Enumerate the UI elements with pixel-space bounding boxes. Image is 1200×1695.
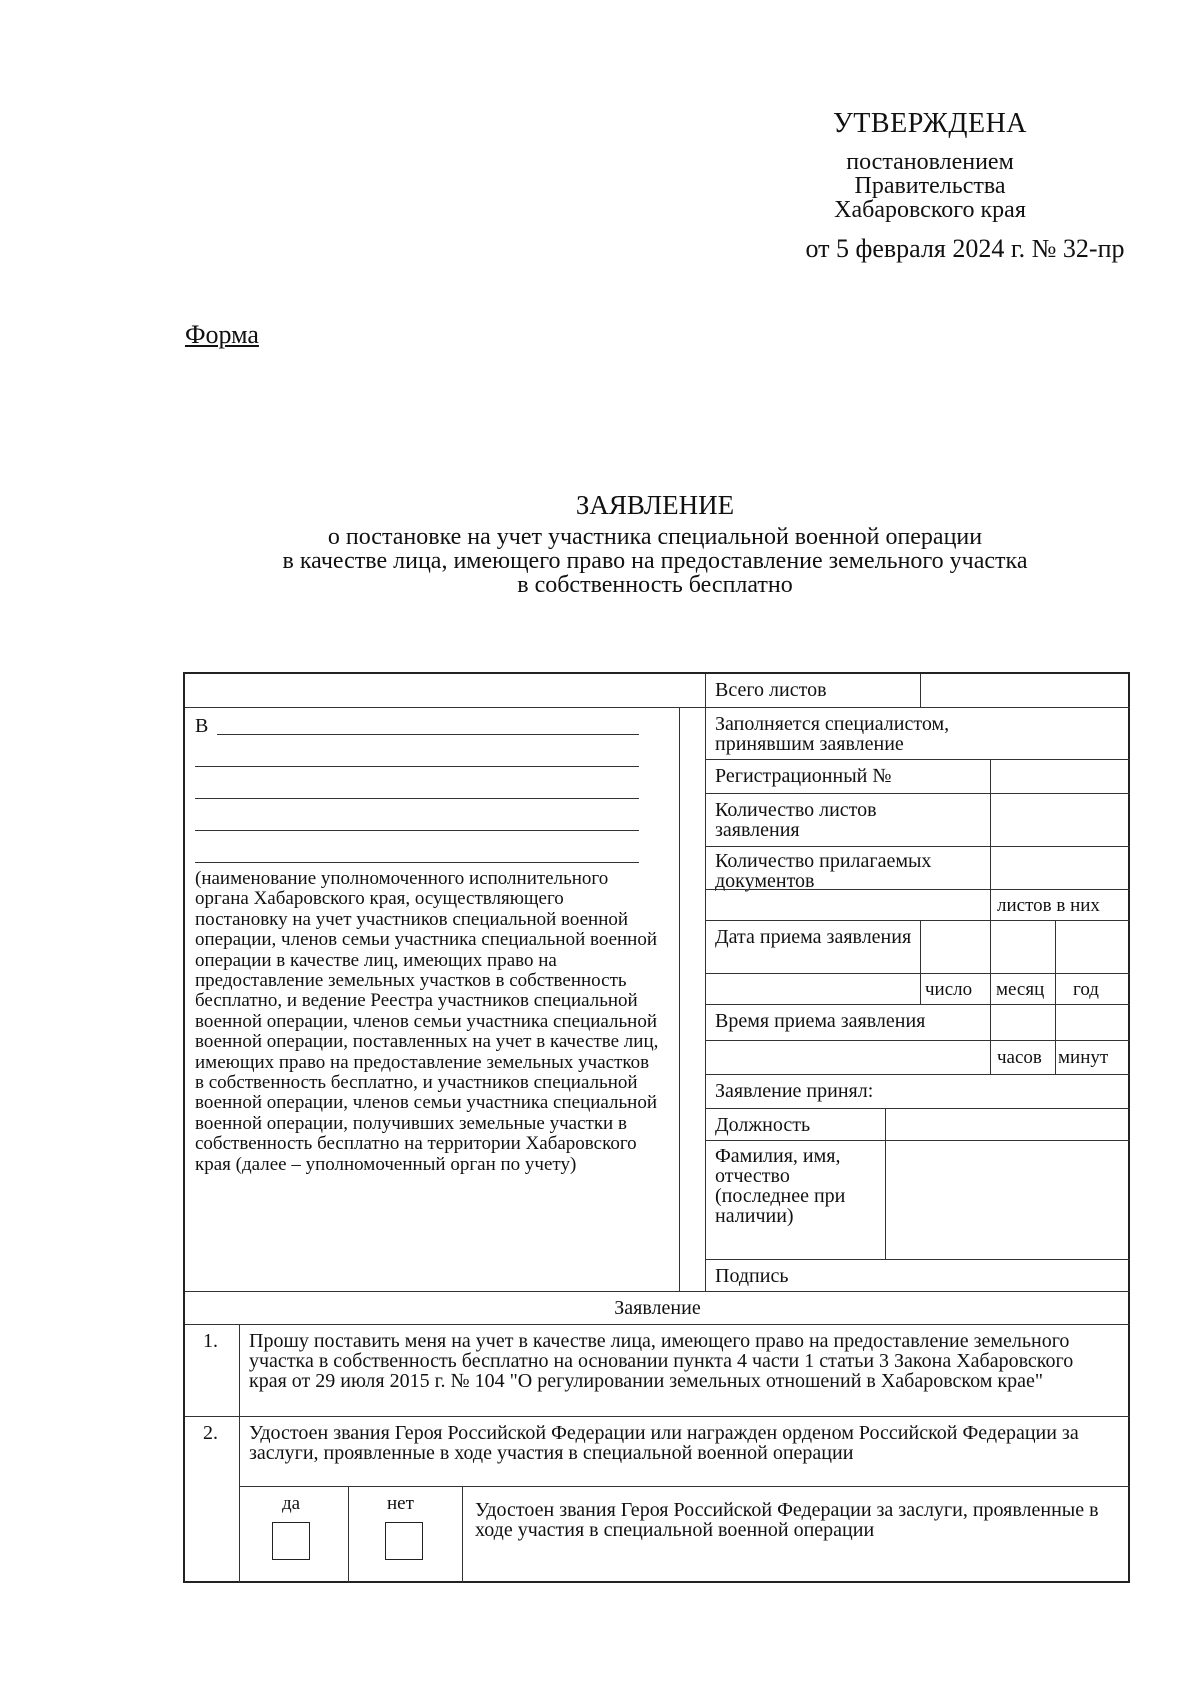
approval-block [650, 108, 1200, 264]
title-line-3: в собственность бесплатно [517, 572, 793, 598]
option-yes-label: да [282, 1493, 301, 1514]
option-no-label: нет [387, 1493, 414, 1514]
statement-heading: Заявление [614, 1297, 701, 1319]
item-1-text: Прошу поставить меня на учет в качестве лица, имеющего право на предоставление земельного участка в собственность бесплатно на основании пункта 4 части 1 статьи 3 Закона Хабаровского края от 29 июля 2015 г. № 104 "О регулировании земельных отношений в Хабаровском крае" [249, 1330, 1074, 1392]
option-no-checkbox[interactable] [385, 1522, 423, 1560]
title-line-2: в качестве лица, имеющего право на предоставление земельного участка [282, 548, 1028, 574]
minutes-label: минут [1058, 1047, 1109, 1068]
month-label: месяц [996, 979, 1045, 1000]
title-line-1: о постановке на учет участника специальной военной операции [327, 524, 983, 550]
addressee-line-2[interactable] [195, 766, 639, 767]
filled-by-label: Заполняется специалистом, принявшим заявление [715, 713, 950, 755]
option-yes-checkbox[interactable] [272, 1522, 310, 1560]
sub-option-text: Удостоен звания Героя Российской Федерации за заслуги, проявленные в ходе участия в специальной военной операции [475, 1499, 1099, 1541]
hours-label: часов [997, 1047, 1042, 1068]
addressee-line-4[interactable] [195, 830, 639, 831]
application-form [183, 672, 1130, 1583]
addressee-note: (наименование уполномоченного исполнительного органа Хабаровского края, осуществляющего постановку на учет участников специальной военной операции, членов семьи участника специальной военной операции в качестве лиц, имеющих право на предоставление земельных участков в собственность бесплатно, и ведение Реестра участников специальной военной операции, членов семьи участника специальной военной операции, поставленных на учет в качестве лиц, имеющих право на предоставление земельных участков в собственность бесплатно, и участников специальной военной операции, членов семьи участника специальной военной операции, получивших земельные участки в собственность бесплатно на территории Хабаровского края (далее – уполномоченный орган по учету) [195, 868, 659, 1175]
signature-label: Подпись [715, 1265, 789, 1287]
attached-docs-label: Количество прилагаемых документов [715, 850, 932, 892]
approval-line-3: Хабаровского края [834, 197, 1026, 223]
approval-line-2: Правительства [854, 173, 1006, 199]
day-label: число [925, 979, 973, 1000]
approval-date: от 5 февраля 2024 г. № 32-пр [805, 234, 1125, 263]
addressee-line-1[interactable] [217, 734, 639, 735]
position-label: Должность [715, 1114, 811, 1136]
form-label: Форма [185, 320, 259, 349]
reg-no-label: Регистрационный № [715, 765, 892, 787]
approval-line-1: постановлением [846, 149, 1014, 175]
accepted-by-label: Заявление принял: [715, 1080, 874, 1102]
full-name-label: Фамилия, имя, отчество (последнее при наличии) [715, 1145, 846, 1227]
addressee-prefix: В [195, 715, 209, 737]
addressee-line-5[interactable] [195, 862, 639, 863]
receipt-time-label: Время приема заявления [715, 1010, 926, 1032]
sheets-in-them-label: листов в них [997, 895, 1100, 916]
item-2-text: Удостоен звания Героя Российской Федерации или награжден орденом Российской Федерации за заслуги, проявленные в ходе участия в специальной военной операции [249, 1422, 1079, 1464]
title-main: ЗАЯВЛЕНИЕ [575, 490, 735, 520]
addressee-line-3[interactable] [195, 798, 639, 799]
document-title [100, 490, 1200, 597]
approval-heading: УТВЕРЖДЕНА [832, 108, 1028, 139]
item-2-number: 2. [203, 1422, 218, 1444]
total-sheets-label: Всего листов [715, 679, 827, 701]
year-label: год [1073, 979, 1099, 1000]
sheets-count-label: Количество листов заявления [715, 799, 877, 841]
receipt-date-label: Дата приема заявления [715, 926, 912, 948]
item-1-number: 1. [203, 1330, 218, 1352]
